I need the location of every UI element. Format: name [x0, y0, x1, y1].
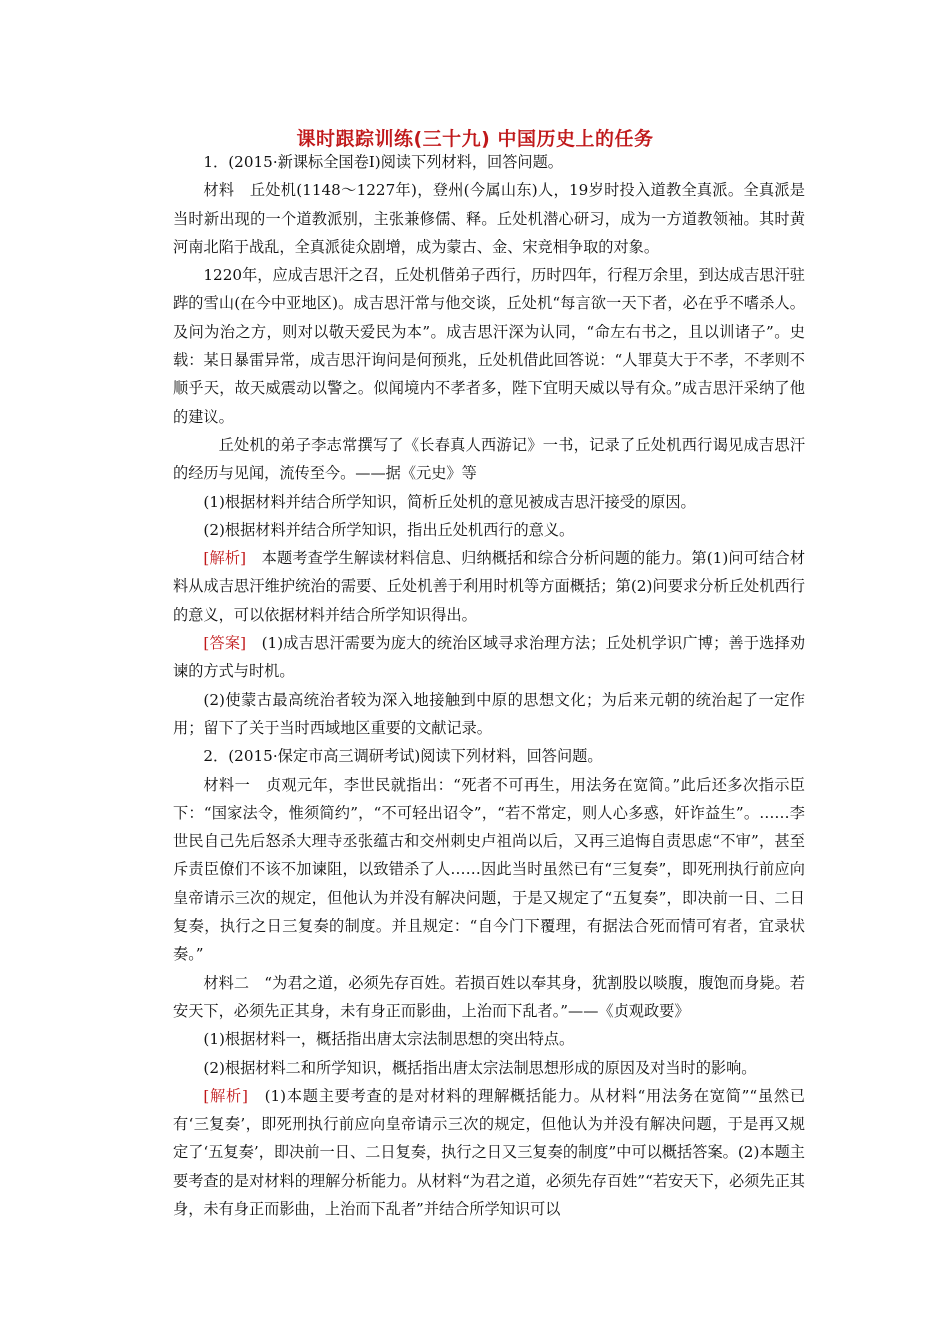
question-2-sub-2: (2)根据材料二和所学知识，概括指出唐太宗法制思想形成的原因及对当时的影响。	[203, 1058, 757, 1077]
question-2-stem: 2．(2015·保定市高三调研考试)阅读下列材料，回答问题。	[203, 747, 603, 766]
question-1-analysis	[173, 544, 805, 629]
analysis-text: 本题考查学生解读材料信息、归纳概括和综合分析问题的能力。第(1)问可结合材料从成吉思汗维护统治的需要、丘处机善于利用时机等方面概括；第(2)问要求分析丘处机西行的意义，可以依据材料并结合所学知识得出。	[173, 549, 806, 624]
document-body	[173, 148, 805, 1223]
question-2-material-1: 材料一 贞观元年，李世民就指出：“死者不可再生，用法务在宽简。”此后还多次指示臣下：“国家法令，惟须简约”，“不可轻出诏令”，“若不常定，则人心多惑，奸诈益生”。……李世民自己先后怒杀大理寺丞张蕴古和交州刺史卢祖尚以后，又再三追悔自责思虑“不审”，甚至斥责臣僚们不该不加谏阻，以致错杀了人……因此当时虽然已有“三复奏”，即死刑执行前应向皇帝请示三次的规定，但他认为并没有解决问题，于是又规定了“五复奏”，即决前一日、二日复奏，执行之日三复奏的制度。并且规定：“自今门下覆理，有据法合死而情可宥者，宜录状奏。”	[173, 775, 805, 964]
question-1-answer-2: (2)使蒙古最高统治者较为深入地接触到中原的思想文化；为后来元朝的统治起了一定作用；留下了关于当时西域地区重要的文献记录。	[173, 690, 805, 737]
answer-tag: [答案]	[203, 634, 247, 653]
question-1-material-1: 材料 丘处机(1148～1227年)，登州(今属山东)人，19岁时投入道教全真派。全真派是当时新出现的一个道教派别，主张兼修儒、释。丘处机潜心研习，成为一方道教领袖。其时黄河南北陷于战乱，全真派徒众剧增，成为蒙古、金、宋竞相争取的对象。	[173, 181, 805, 256]
question-1-material-3: 丘处机的弟子李志常撰写了《长春真人西游记》一书，记录了丘处机西行谒见成吉思汗的经历与见闻，流传至今。——据《元史》等	[173, 435, 805, 483]
analysis-tag: [解析]	[203, 549, 247, 568]
analysis-text: (1)本题主要考查的是对材料的理解概括能力。从材料“用法务在宽简”“虽然已有‘三复奏’，即死刑执行前应向皇帝请示三次的规定，但他认为并没有解决问题，于是再又规定了‘五复奏’，即决前一日、二日复奏，执行之日又三复奏的制度”中可以概括答案。(2)本题主要考查的是对材料的理解分析能力。从材料“为君之道，必须先存百姓”“若安天下，必须先正其身，未有身正而影曲，上治而下乱者”并结合所学知识可以	[173, 1086, 806, 1218]
question-1-sub-2: (2)根据材料并结合所学知识，指出丘处机西行的意义。	[203, 520, 575, 539]
analysis-tag: [解析]	[203, 1086, 248, 1105]
page-title: 课时跟踪训练(三十九) 中国历史上的任务	[296, 128, 654, 150]
question-1-stem: 1．(2015·新课标全国卷Ⅰ)阅读下列材料，回答问题。	[203, 153, 563, 171]
question-1-material-2: 1220年，应成吉思汗之召，丘处机偕弟子西行，历时四年，行程万余里，到达成吉思汗驻跸的雪山(在今中亚地区)。成吉思汗常与他交谈，丘处机“每言欲一天下者，必在乎不嗜杀人。及问为治之方，则对以敬天爱民为本”。成吉思汗深为认同，“命左右书之，且以训诸子”。史载：某日暴雷异常，成吉思汗询问是何预兆，丘处机借此回答说：“人罪莫大于不孝，不孝则不顺乎天，故天威震动以警之。似闻境内不孝者多，陛下宜明天威以导有众。”成吉思汗采纳了他的建议。	[173, 266, 805, 426]
question-1-answer	[173, 629, 805, 686]
question-2-material-2: 材料二 “为君之道，必须先存百姓。若损百姓以奉其身，犹割股以啖腹，腹饱而身毙。若安天下，必须先正其身，未有身正而影曲，上治而下乱者。”——《贞观政要》	[173, 973, 805, 1020]
question-1-sub-1: (1)根据材料并结合所学知识，简析丘处机的意见被成吉思汗接受的原因。	[203, 492, 696, 511]
answer-text-1: (1)成吉思汗需要为庞大的统治区域寻求治理方法；丘处机学识广博；善于选择劝谏的方式与时机。	[173, 634, 806, 681]
question-2-analysis	[173, 1082, 805, 1223]
question-2-sub-1: (1)根据材料一，概括指出唐太宗法制思想的突出特点。	[203, 1030, 575, 1049]
